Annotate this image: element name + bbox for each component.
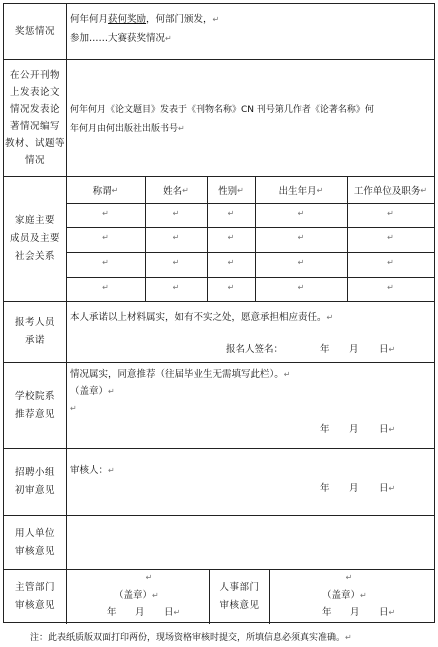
prelim-year: 年: [320, 483, 330, 494]
family-cell[interactable]: ↵: [387, 209, 394, 218]
prelim-day: 日↵: [379, 483, 396, 494]
dept-month: 月: [135, 607, 145, 618]
publications-line-2: 年何月由何出版社出版书号↵: [70, 124, 185, 134]
awards-line-1: 何年何月获何奖励，何部门颁发，↵: [70, 14, 220, 25]
family-header-relation: 称谓 ↵: [92, 185, 119, 197]
family-cell[interactable]: ↵: [387, 233, 394, 242]
family-cell[interactable]: ↵: [227, 283, 235, 292]
prelim-label: 招聘小组 初审意见: [14, 467, 55, 496]
footer-note: 注：此表纸质版双面打印两份，现场资格审核时提交，所填信息必须真实准确。↵: [30, 633, 352, 643]
family-cell[interactable]: ↵: [387, 283, 394, 292]
hr-review-label: 人事部门 审核意见: [219, 582, 260, 611]
family-cell[interactable]: ↵: [297, 283, 305, 292]
family-cell[interactable]: ↵: [102, 209, 109, 218]
family-header-name: 姓名 ↵: [163, 185, 189, 197]
hr-stamp: （盖章）↵: [322, 590, 367, 601]
family-cell[interactable]: ↵: [227, 233, 235, 242]
hr-year: 年: [322, 607, 332, 618]
school-day: 日↵: [379, 424, 396, 435]
family-header-gender: 性别 ↵: [218, 185, 244, 197]
dept-review-label: 主管部门 审核意见: [14, 582, 55, 611]
school-year: 年: [320, 424, 330, 435]
school-month: 月: [349, 424, 359, 435]
school-stamp: （盖章）↵: [70, 386, 115, 397]
family-cell[interactable]: ↵: [297, 209, 305, 218]
application-form-table: [3, 3, 435, 623]
family-label: 家庭主要 成员及主要 社会关系: [9, 215, 60, 262]
awards-label: 奖惩情况: [14, 25, 55, 37]
family-cell[interactable]: ↵: [102, 233, 109, 242]
prelim-reviewer: 审核人：↵: [70, 465, 115, 476]
commitment-label: 报考人员 承诺: [14, 317, 55, 346]
family-cell[interactable]: ↵: [297, 258, 305, 267]
commitment-year: 年: [320, 344, 330, 355]
family-cell[interactable]: ↵: [387, 258, 394, 267]
commitment-text: 本人承诺以上材料属实，如有不实之处，愿意承担相应责任。↵: [70, 312, 334, 323]
family-header-work: 工作单位及职务 ↵: [353, 185, 428, 197]
family-cell[interactable]: ↵: [172, 233, 180, 242]
dept-blank-line: ↵: [145, 573, 153, 582]
publications-line-1: 何年何月《论文题目》发表于《刊物名称》CN 刊号第几作者《论著名称》何: [70, 105, 374, 115]
family-cell[interactable]: ↵: [227, 209, 235, 218]
family-header-birth: 出生年月 ↵: [278, 185, 324, 197]
commitment-month: 月: [349, 344, 359, 355]
employer-label: 用人单位 审核意见: [14, 527, 55, 557]
dept-stamp: （盖章）↵: [114, 590, 159, 601]
dept-day: 日↵: [164, 607, 181, 618]
dept-year: 年: [107, 607, 117, 618]
family-cell[interactable]: ↵: [172, 209, 180, 218]
awards-line-2: 参加……大赛获奖情况↵: [70, 33, 172, 44]
commitment-day: 日↵: [379, 344, 396, 355]
prelim-month: 月: [349, 483, 359, 494]
family-cell[interactable]: ↵: [297, 233, 305, 242]
school-label: 学校院系 推荐意见: [14, 390, 55, 420]
family-cell[interactable]: ↵: [102, 283, 109, 292]
publications-label: 在公开刊物 上发表论文 情况发表论 著情况编写 教材、试题等 情况: [4, 70, 65, 166]
hr-blank-line: ↵: [345, 573, 353, 582]
family-cell[interactable]: ↵: [172, 283, 180, 292]
commitment-signature: 报名人签名：: [226, 344, 284, 355]
family-cell[interactable]: ↵: [102, 258, 109, 267]
hr-day: 日↵: [379, 607, 396, 618]
family-cell[interactable]: ↵: [172, 258, 180, 267]
school-text: 情况属实，同意推荐（往届毕业生无需填写此栏）。↵: [70, 369, 291, 380]
school-blank-line: ↵: [70, 404, 77, 413]
family-cell[interactable]: ↵: [227, 258, 235, 267]
hr-month: 月: [350, 607, 360, 618]
